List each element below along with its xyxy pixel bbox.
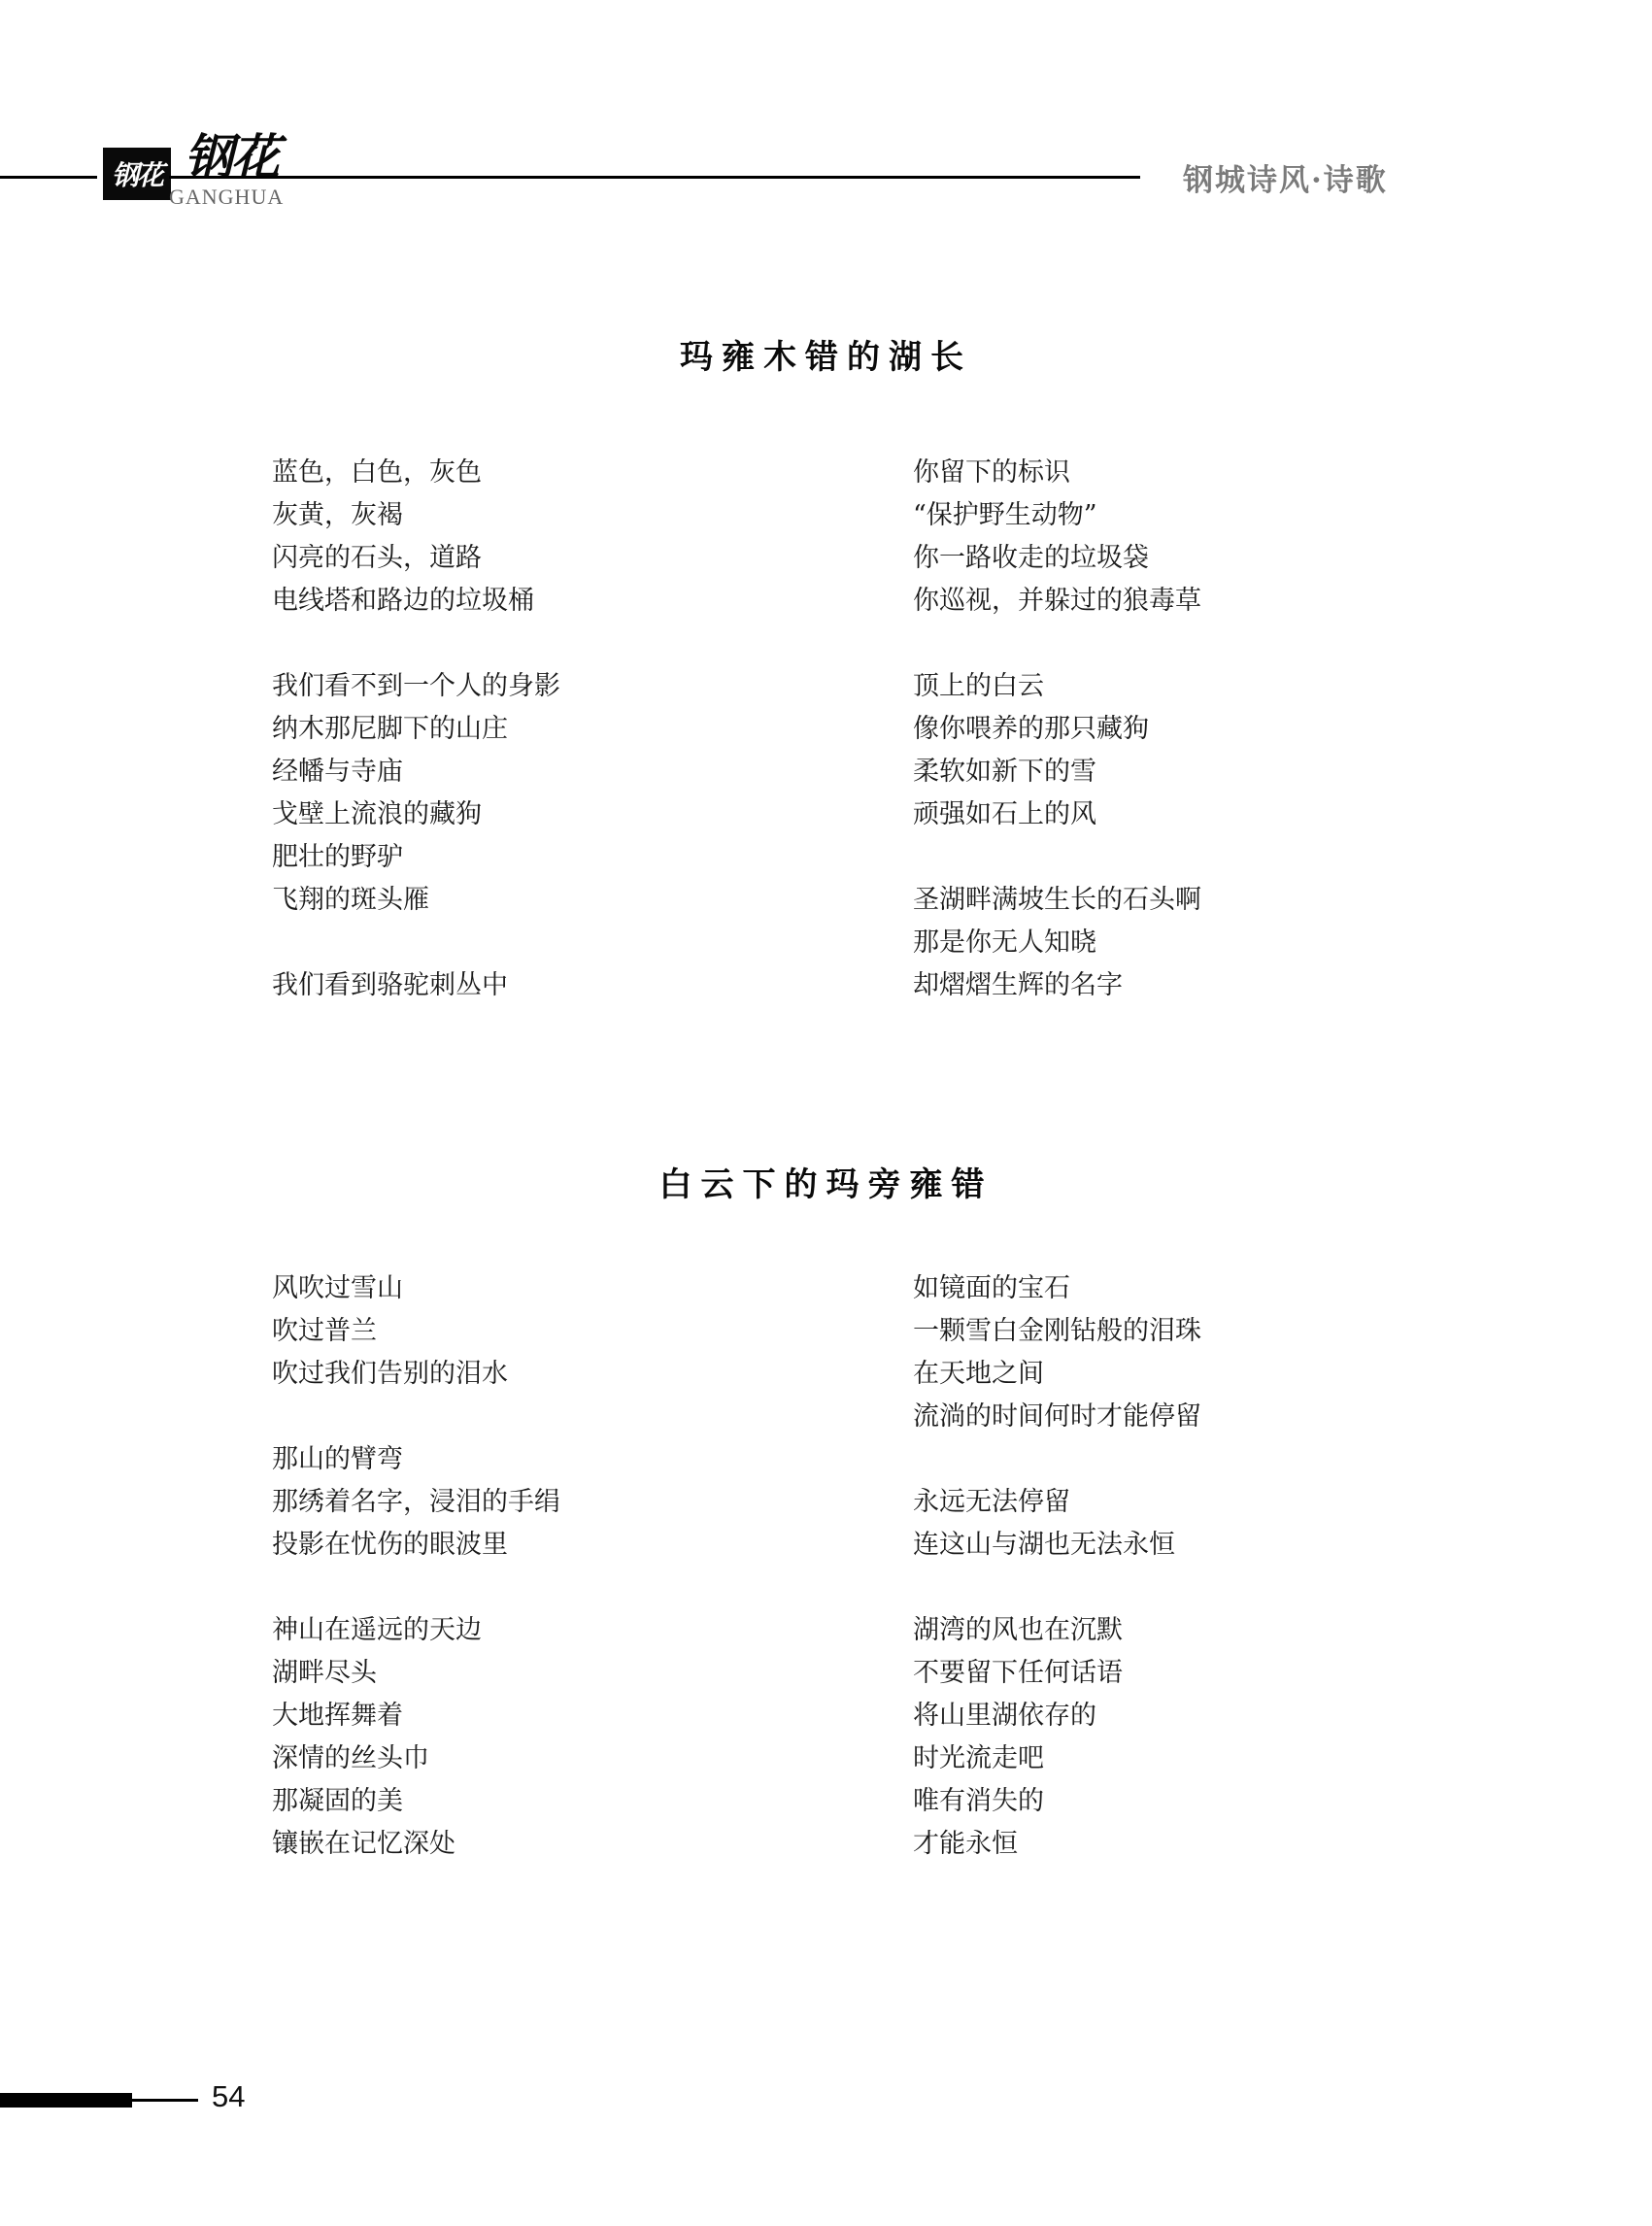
poem-line: “保护野生动物” <box>913 500 1097 530</box>
poem-line: 将山里湖依存的 <box>913 1701 1096 1731</box>
header-rule <box>169 176 1140 179</box>
poem-column-right <box>913 452 1201 1007</box>
poem-column-left <box>272 452 560 1007</box>
poem-line: 我们看到骆驼刺丛中 <box>272 970 508 1000</box>
poem-line: 镶嵌在记忆深处 <box>272 1829 455 1859</box>
stanza <box>913 879 1201 1007</box>
stanza <box>272 665 560 922</box>
brand-latin: GANGHUA <box>169 185 285 209</box>
stanza <box>272 1438 560 1567</box>
footer-bar <box>0 2093 132 2108</box>
poem-title: 白云下的玛旁雍错 <box>658 1165 994 1204</box>
stanza <box>913 1609 1201 1866</box>
poem-line: 经幡与寺庙 <box>272 757 403 787</box>
poem-line: 神山在遥远的天边 <box>272 1615 482 1645</box>
poem-line: 如镜面的宝石 <box>913 1273 1070 1303</box>
poem-line: 圣湖畔满坡生长的石头啊 <box>913 885 1201 915</box>
poem-line: 那山的臂弯 <box>272 1444 403 1474</box>
stanza <box>913 1481 1201 1567</box>
poem-column-left <box>272 1267 560 1866</box>
poem-line: 顶上的白云 <box>913 671 1044 701</box>
poem-line: 肥壮的野驴 <box>272 842 403 872</box>
brand-title: 钢花 <box>185 128 278 186</box>
stanza <box>272 1267 560 1396</box>
poem-line: 纳木那尼脚下的山庄 <box>272 714 508 744</box>
stanza <box>913 665 1201 836</box>
page-number: 54 <box>212 2079 246 2113</box>
poem-line: 却熠熠生辉的名字 <box>913 970 1123 1000</box>
poem-line: 顽强如石上的风 <box>913 799 1096 829</box>
poem-line: 吹过普兰 <box>272 1316 377 1346</box>
poem-line: 投影在忧伤的眼波里 <box>272 1530 508 1560</box>
stanza <box>272 452 560 623</box>
poem-line: 戈壁上流浪的藏狗 <box>272 799 482 829</box>
poem-line: 柔软如新下的雪 <box>913 757 1096 787</box>
logo-badge: 钢花 <box>103 148 171 200</box>
poem-line: 那是你无人知晓 <box>913 928 1096 958</box>
poem-title: 玛雍木错的湖长 <box>680 338 972 377</box>
poem-line: 像你喂养的那只藏狗 <box>913 714 1149 744</box>
poem-line: 连这山与湖也无法永恒 <box>913 1530 1175 1560</box>
poem-line: 才能永恒 <box>913 1829 1018 1859</box>
poem-line: 时光流走吧 <box>913 1743 1044 1773</box>
poem-line: 你一路收走的垃圾袋 <box>913 543 1149 573</box>
poem-column-right <box>913 1267 1201 1866</box>
poem-line: 深情的丝头巾 <box>272 1743 429 1773</box>
poem-line: 湖湾的风也在沉默 <box>913 1615 1123 1645</box>
stanza <box>913 452 1201 623</box>
poem-line: 流淌的时间何时才能停留 <box>913 1401 1201 1432</box>
poem-line: 灰黄，灰褐 <box>272 500 403 530</box>
section-label: 钢城诗风·诗歌 <box>1183 163 1388 198</box>
header-rule-left <box>0 176 97 179</box>
poem-line: 蓝色，白色，灰色 <box>272 457 482 488</box>
poem-line: 飞翔的斑头雁 <box>272 885 429 915</box>
poem-line: 大地挥舞着 <box>272 1701 403 1731</box>
poem-line: 那绣着名字，浸泪的手绢 <box>272 1487 560 1517</box>
poem-line: 那凝固的美 <box>272 1786 403 1816</box>
poem-line: 闪亮的石头，道路 <box>272 543 482 573</box>
poem-line: 风吹过雪山 <box>272 1273 403 1303</box>
poem-line: 一颗雪白金刚钻般的泪珠 <box>913 1316 1201 1346</box>
poem-line: 吹过我们告别的泪水 <box>272 1359 508 1389</box>
stanza <box>272 1609 560 1866</box>
poem-line: 在天地之间 <box>913 1359 1044 1389</box>
poem-line: 我们看不到一个人的身影 <box>272 671 560 701</box>
poem-line: 你巡视，并躲过的狼毒草 <box>913 586 1201 616</box>
poem-line: 不要留下任何话语 <box>913 1658 1123 1688</box>
poem-line: 你留下的标识 <box>913 457 1070 488</box>
poem-line: 唯有消失的 <box>913 1786 1044 1816</box>
stanza <box>913 1267 1201 1438</box>
poem-line: 永远无法停留 <box>913 1487 1070 1517</box>
poem-line: 电线塔和路边的垃圾桶 <box>272 586 534 616</box>
stanza <box>272 964 560 1007</box>
poem-line: 湖畔尽头 <box>272 1658 377 1688</box>
footer-rule <box>132 2099 198 2102</box>
